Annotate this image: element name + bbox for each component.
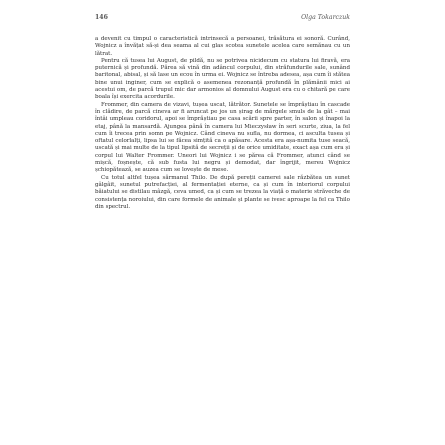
paragraph: Cu totul altfel tușea sărmanul Thilo. De după pereții camerei sale răzbătea un sunet gâlgâit, sunetul putrefacției, al fermentației eterne, ca și cum în interiorul corpului băiatului se distilau mâzgă, ceva umed, ca și cum se trezea la viață o materie străveche de consistența noroiului, din care formele de animale și plante se ivesc aproape la fel ca Thilo din spectrul.: [95, 174, 350, 210]
page-body-text: [95, 36, 350, 211]
running-head-author: Olga Tokarczuk: [301, 14, 350, 21]
paragraph: Pentru că tusea lui August, de pildă, nu se potrivea nicidecum cu statura lui firavă, era puternică și profundă. Părea să vină din adâncul corpului, din străfundurile sale, sunând baritonal, abisal, și să lase un ecou în urma ei. Wojnicz se întreba adesea, așa cum îi stătea bine unui inginer, cum se explică o asemenea rezonanță profundă în plămânii mici ai acestui om, de parcă trupul mic dar armonios al domnului August era cu o chitară pe care boala își exercita acordurile.: [95, 57, 350, 101]
page-number: 146: [95, 14, 108, 21]
page-header: [95, 14, 350, 26]
paragraph: Frommer, din camera de vizavi, tușea uscat, lătrător. Sunetele se împrăștiau în cascade în clădire, de parcă cineva ar fi aruncat pe jos un șirag de mărgele smuls de la gât – mai întâi umpleau coridorul, apoi se împrăștiau pe casa scării spre parter, în salon și înapoi la etaj, până la mansardă. Ajungea până în camera lui Mieczysław în seri scurte, ziua, la fel cum îi trecea prin somn pe Wojnicz. Când cineva nu sufla, nu dormea, ci asculta tusea și oftatul celorlalți, lipsa lui se făcea simțită ca o apăsare. Acesta era așa-numita tuse seacă, uscată și mai multe de la tipul lipsită de secreții și de orice umiditate, exact așa cum era și corpul lui Walter Frommer. Uneori lui Wojnicz i se părea că Frommer, atunci când se mișcă, foșnește, că sub fusta lui negru și demodat, dar îngrijit, mereu Wojnicz șchiopătează, se auzea cum se lovește de mese.: [95, 101, 350, 174]
paragraph: a devenit cu timpul o caracteristică intrinsecă a persoanei, trăsătura ei sonoră. Curând, Wojnicz a învățat să-și dea seama al cui glas scotea sunetele acelea care semănau cu un lătrat.: [95, 36, 350, 57]
